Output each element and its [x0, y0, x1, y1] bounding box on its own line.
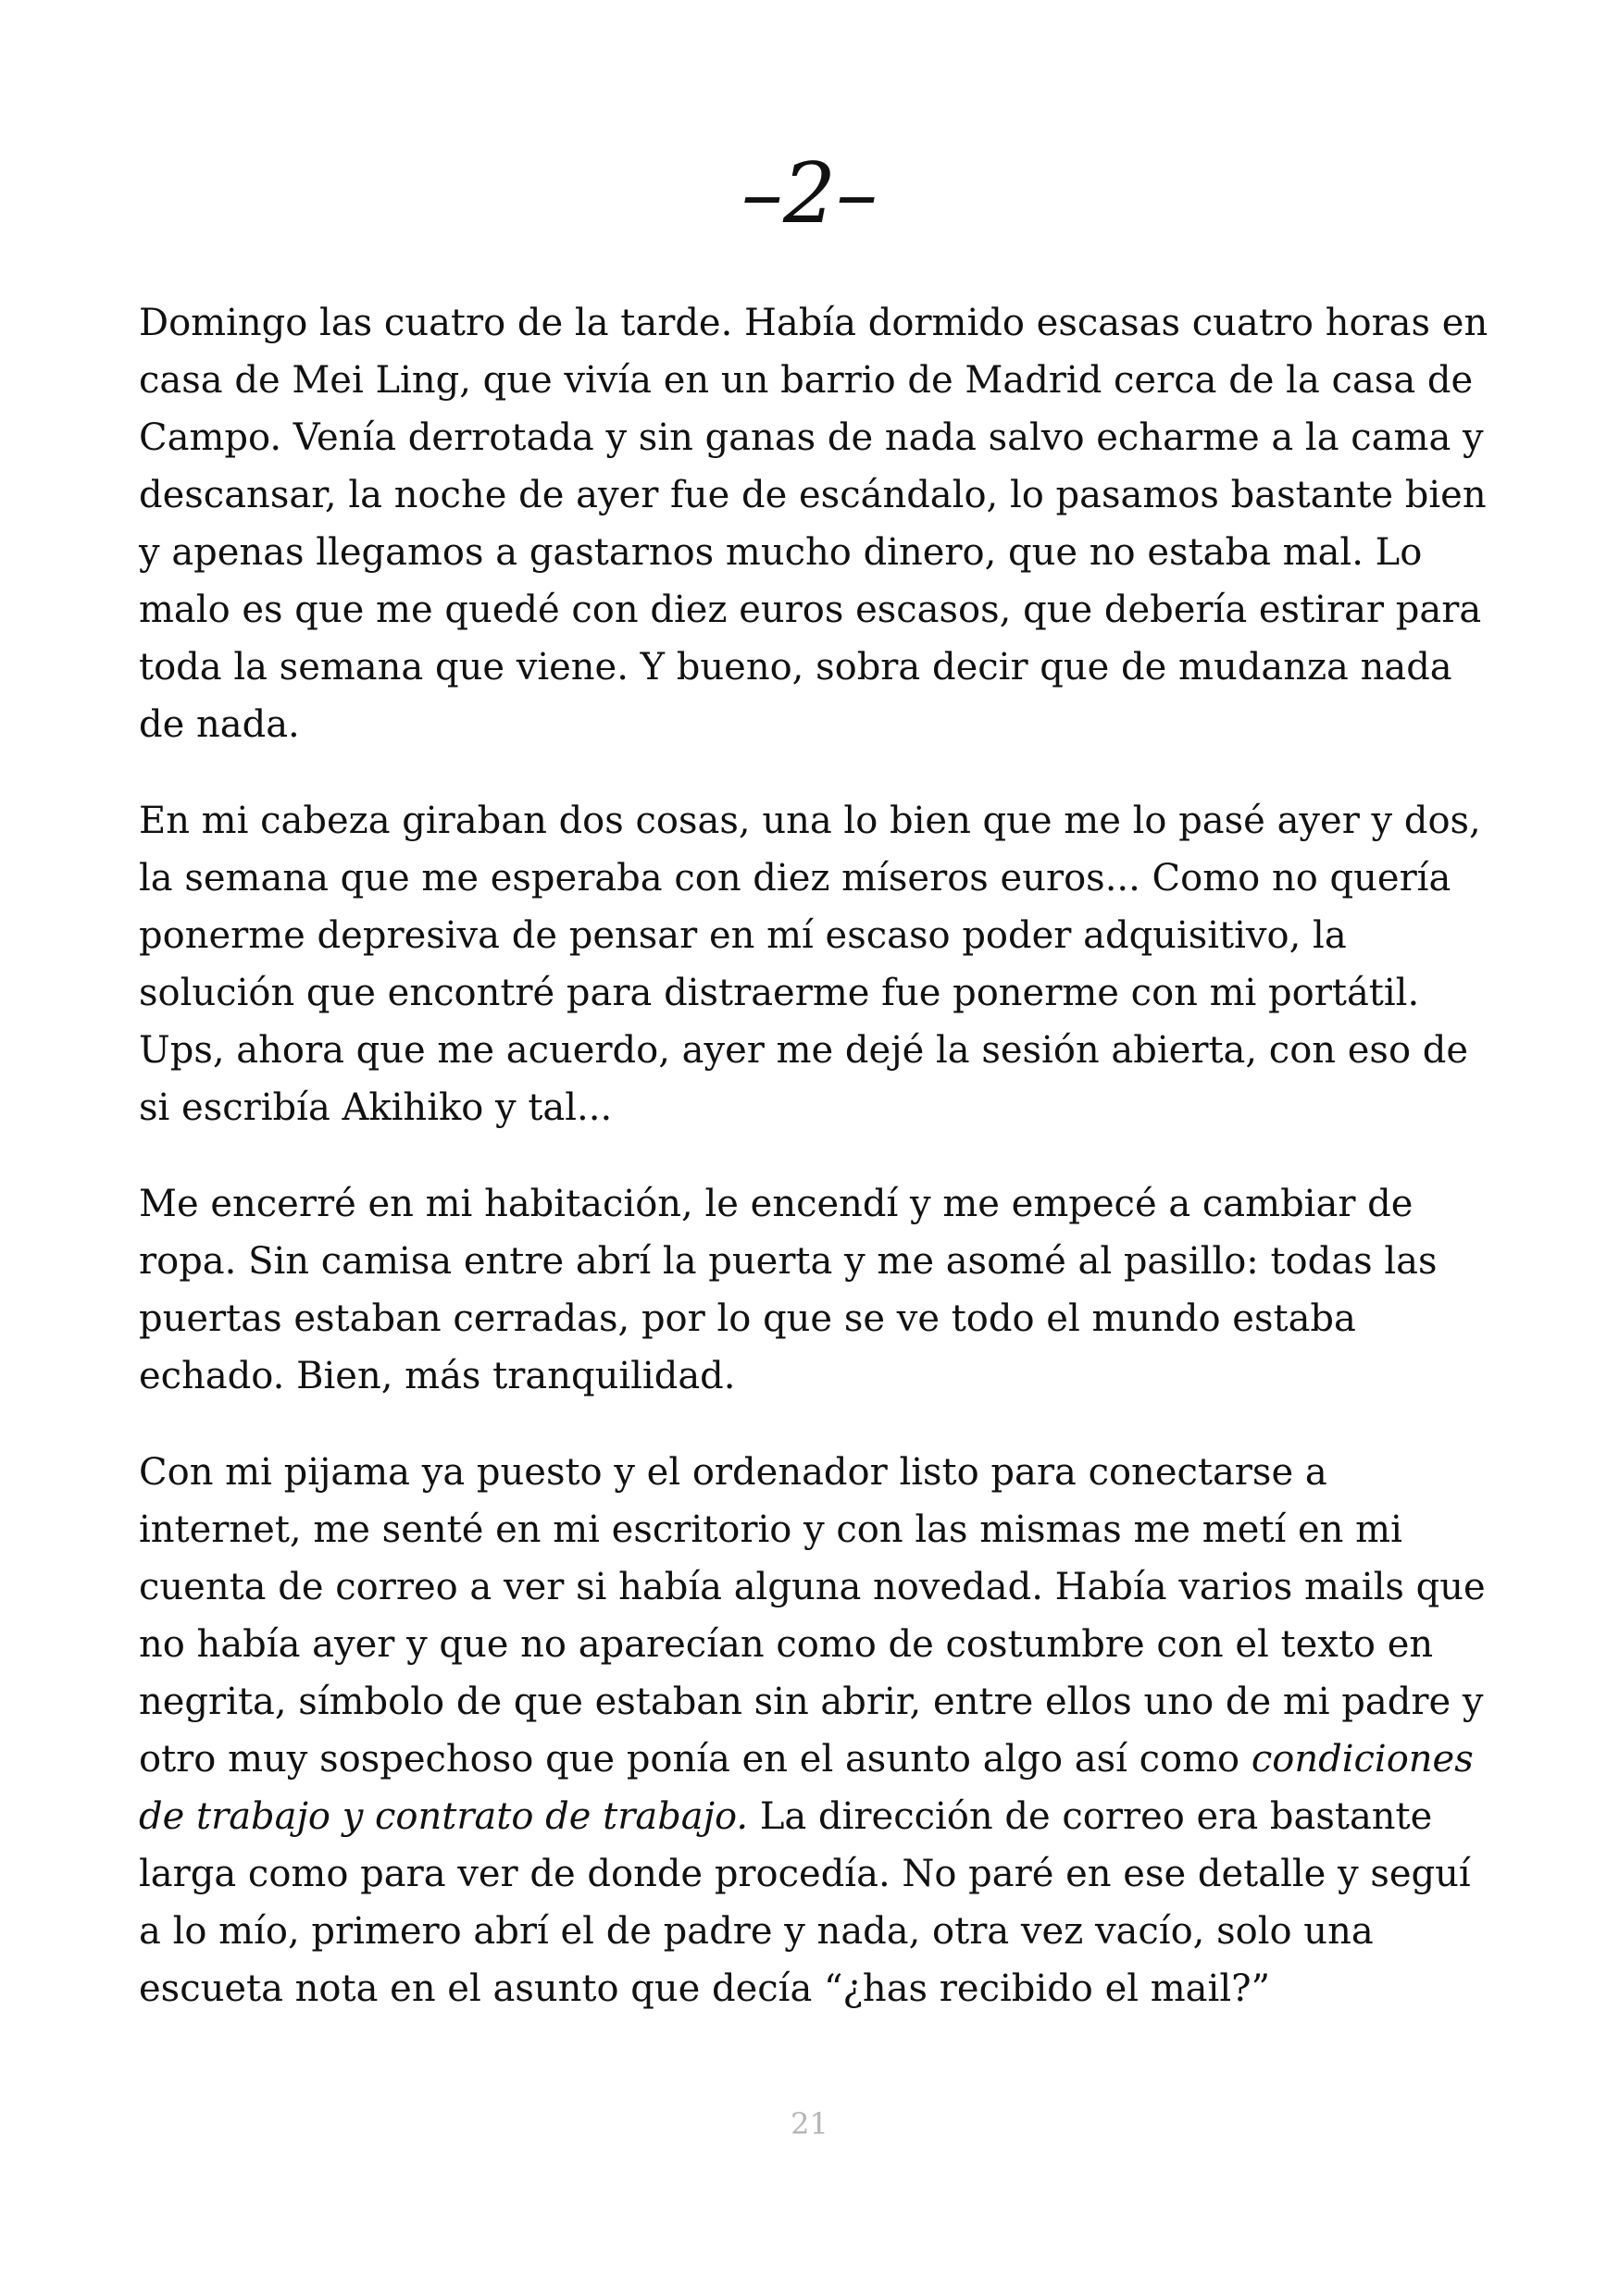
paragraph-4-italic-phrase: condiciones de trabajo y contrato de trabajo.: [139, 1738, 1474, 1838]
paragraph-1: Domingo las cuatro de la tarde. Había dormido escasas cuatro horas en casa de Mei Ling, que vivía en un barrio de Madrid cerca de la casa de Campo. Venía derrotada y sin ganas de nada salvo echarme a la cama y descansar, la noche de ayer fue de escándalo, lo pasamos bastante bien y apenas llegamos a gastarnos mucho dinero, que no estaba mal. Lo malo es que me quedé con diez euros escasos, que debería estirar para toda la semana que viene. Y bueno, sobra decir que de mudanza nada de nada.: [139, 302, 1488, 746]
paragraph-4-text-before: Con mi pijama ya puesto y el ordenador listo para conectarse a internet, me senté en mi escritorio y con las mismas me metí en mi cuenta de correo a ver si había alguna novedad. Había varios mails que no había ayer y que no aparecían como de costumbre con el texto en negrita, símbolo de que estaban sin abrir, entre ellos uno de mi padre y otro muy sospechoso que ponía en el asunto algo así como: [139, 1451, 1486, 1781]
paragraph-2: En mi cabeza giraban dos cosas, una lo bien que me lo pasé ayer y dos, la semana que me esperaba con diez míseros euros... Como no quería ponerme depresiva de pensar en mí escaso poder adquisitivo, la solución que encontré para distraerme fue ponerme con mi portátil. Ups, ahora que me acuerdo, ayer me dejé la sesión abierta, con eso de si escribía Akihiko y tal...: [139, 800, 1481, 1129]
body-text: [139, 294, 1490, 2056]
paragraph-4-text-after: La dirección de correo era bastante larga como para ver de donde procedía. No paré en ese detalle y seguí a lo mío, primero abrí el de padre y nada, otra vez vacío, solo una escueta nota en el asunto que decía “¿has recibido el mail?”: [139, 1795, 1471, 2010]
paragraph-4: [139, 1444, 1490, 2017]
paragraph-3: Me encerré en mi habitación, le encendí y me empecé a cambiar de ropa. Sin camisa entre abrí la puerta y me asomé al pasillo: todas las puertas estaban cerradas, por lo que se ve todo el mundo estaba echado. Bien, más tranquilidad.: [139, 1183, 1438, 1397]
page-number: 21: [791, 2106, 828, 2141]
chapter-title: –2–: [741, 145, 878, 242]
